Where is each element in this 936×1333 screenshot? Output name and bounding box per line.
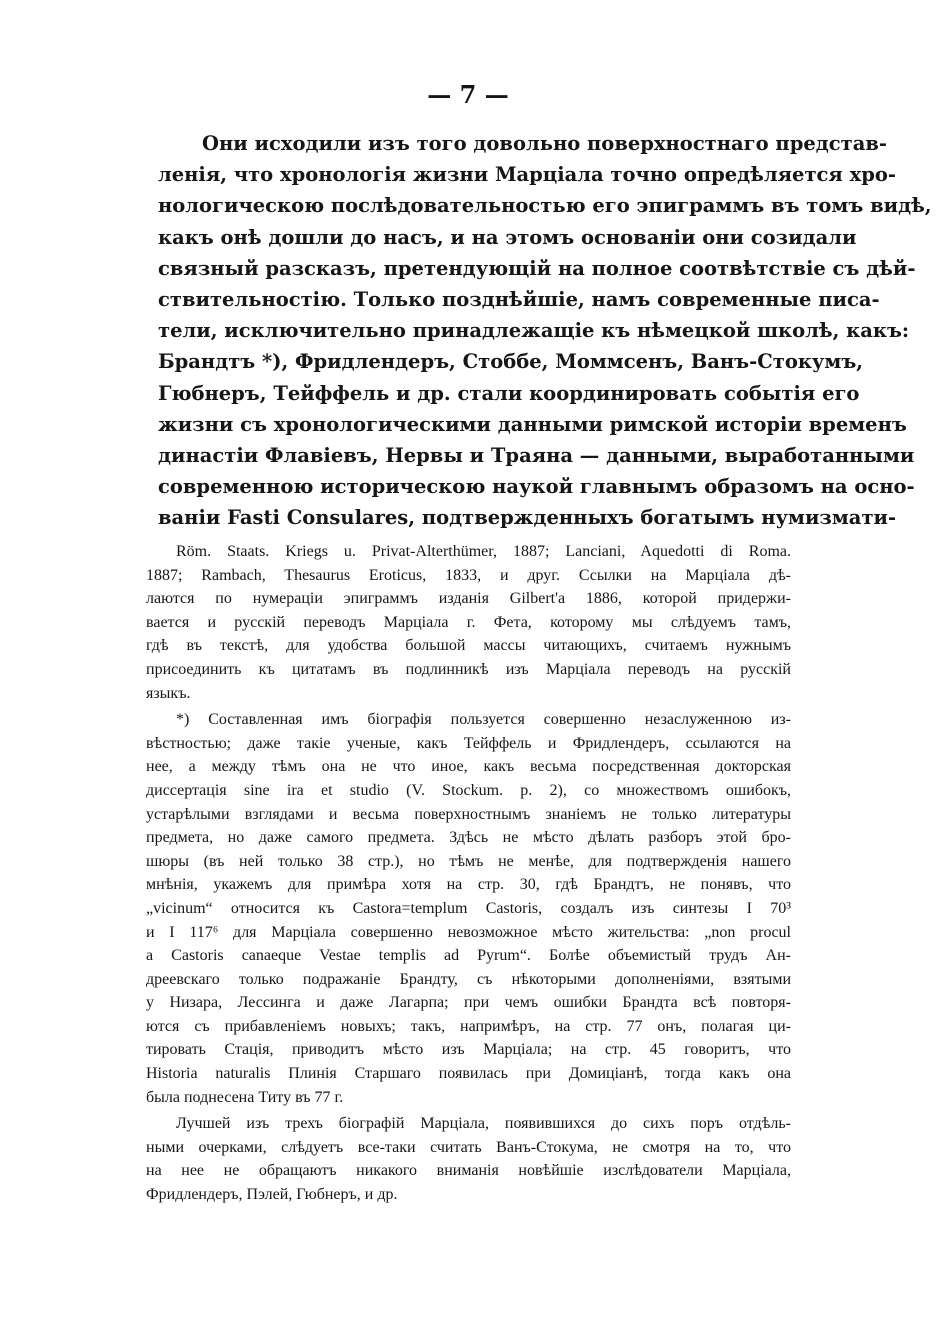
footnote-line: устарѣлыми взглядами и весьма поверхностнымъ знаніемъ не только литературы [146,805,791,823]
footnote-line: у Низара, Лессинга и даже Лагарпа; при чемъ ошибки Брандта всѣ повторя- [146,994,791,1012]
footnote-line: a Castoris canaeque Vestae templis ad Pyrum“. Болѣе объемистый трудъ Ан- [146,947,791,965]
footnote-line: ются съ прибавленіемъ новыхъ; такъ, напримѣръ, на стр. 77 онъ, полагая ци- [146,1017,791,1035]
main-line: ленія, что хронологія жизни Марціала точно опредѣляется хро- [158,163,896,187]
footnote-line: дреевскаго только подражаніе Брандту, съ нѣкоторыми дополненіями, взятыми [146,970,791,988]
footnote-line: ными очерками, слѣдуетъ все-таки считать Ванъ-Стокума, не смотря на то, что [146,1138,791,1156]
footnote-line: „vicinum“ относится къ Castora=templum Castoris, создалъ изъ синтезы I 70³ [146,899,791,917]
footnote-line: на нее не обращаютъ никакого вниманія новѣйшіе изслѣдователи Марціала, [146,1162,791,1180]
footnote-line: шюры (въ ней только 38 стр.), но тѣмъ не менѣе, для подтвержденія нашего [146,852,791,870]
footnote-line: Фридлендеръ, Пэлей, Гюбнеръ, и др. [146,1186,398,1204]
main-line: ствительностію. Только позднѣйшіе, намъ современные писа- [158,287,880,311]
footnote-line: нее, а между тѣмъ она не что иное, какъ весьма посредственная докторская [146,758,791,776]
footnote-line: тировать Стація, приводитъ мѣсто изъ Марціала; на стр. 45 говоритъ, что [146,1041,791,1059]
main-line: династіи Флавіевъ, Нервы и Траяна — данными, выработанными [158,443,915,467]
main-line: Гюбнеръ, Тейффель и др. стали координировать событія его [158,381,860,405]
main-line: связный разсказъ, претендующій на полное соотвѣтствіе съ дѣй- [158,256,916,280]
footnote-line: *) Составленная имъ біографія пользуется совершенно незаслуженною из- [176,711,791,729]
footnote-asterisk [146,708,791,1109]
page-number: — 7 — [427,80,509,109]
main-line: жизни съ хронологическими данными римской исторіи временъ [158,412,907,436]
main-line: Они исходили изъ того довольно поверхностнаго представ- [202,132,887,155]
main-line: ваніи Fasti Consulares, подтвержденныхъ богатымъ нумизмати- [158,506,897,530]
footnote-line: и I 117⁶ для Марціала совершенно невозможное мѣсто жительства: „non procul [146,923,791,941]
footnote-line: вается и русскій переводъ Марціала г. Фета, которому мы слѣдуемъ тамъ, [146,613,791,631]
main-line: тели, исключительно принадлежащіе къ нѣмецкой школѣ, какъ: [158,319,910,343]
main-line: Брандтъ *), Фридлендеръ, Стоббе, Моммсенъ, Ванъ-Стокумъ, [158,350,864,374]
main-line: нологическою послѣдовательностью его эпиграммъ въ томъ видѣ, [158,194,932,218]
footnotes [146,540,791,1207]
footnote-line: языкъ. [146,684,191,702]
footnote-line: Лучшей изъ трехъ біографій Марціала, появившихся до сихъ поръ отдѣль- [176,1115,791,1133]
footnote-line: диссертація sine ira et studio (V. Stockum. p. 2), со множествомъ ошибокъ, [146,781,791,799]
footnote-line: была поднесена Титу въ 77 г. [146,1088,344,1106]
footnote-line: присоединить къ цитатамъ въ подлинникѣ изъ Марціала переводъ на русскій [146,660,791,678]
main-line: современною историческою наукой главнымъ образомъ на осно- [158,475,915,499]
footnote-closing [146,1112,791,1206]
footnote-line: 1887; Rambach, Thesaurus Eroticus, 1833, и друг. Ссылки на Марціала дѣ- [146,566,791,584]
main-text [158,128,932,533]
main-line: какъ онѣ дошли до насъ, и на этомъ основаніи они созидали [158,225,857,249]
footnote-line: мнѣнія, укажемъ для примѣра хотя на стр. 30, гдѣ Брандтъ, не понявъ, что [146,876,791,894]
footnote-line: лаются по нумераціи эпиграммъ изданія Gilbert'a 1886, которой придержи- [146,590,791,608]
footnote-line: предмета, но даже самого предмета. Здѣсь не мѣсто дѣлать разборъ этой бро- [146,829,791,847]
footnote-continuation [146,540,791,705]
footnote-line: гдѣ въ текстѣ, для удобства большой массы читающихъ, считаемъ нужнымъ [146,637,791,655]
footnote-line: Röm. Staats. Kriegs u. Privat-Alterthümer, 1887; Lanciani, Aquedotti di Roma. [176,543,791,560]
footnote-line: Historia naturalis Плинія Старшаго появилась при Домиціанѣ, тогда какъ она [146,1065,791,1083]
footnote-line: вѣстностью; даже такіе ученые, какъ Тейффель и Фридлендеръ, ссылаются на [146,734,791,752]
